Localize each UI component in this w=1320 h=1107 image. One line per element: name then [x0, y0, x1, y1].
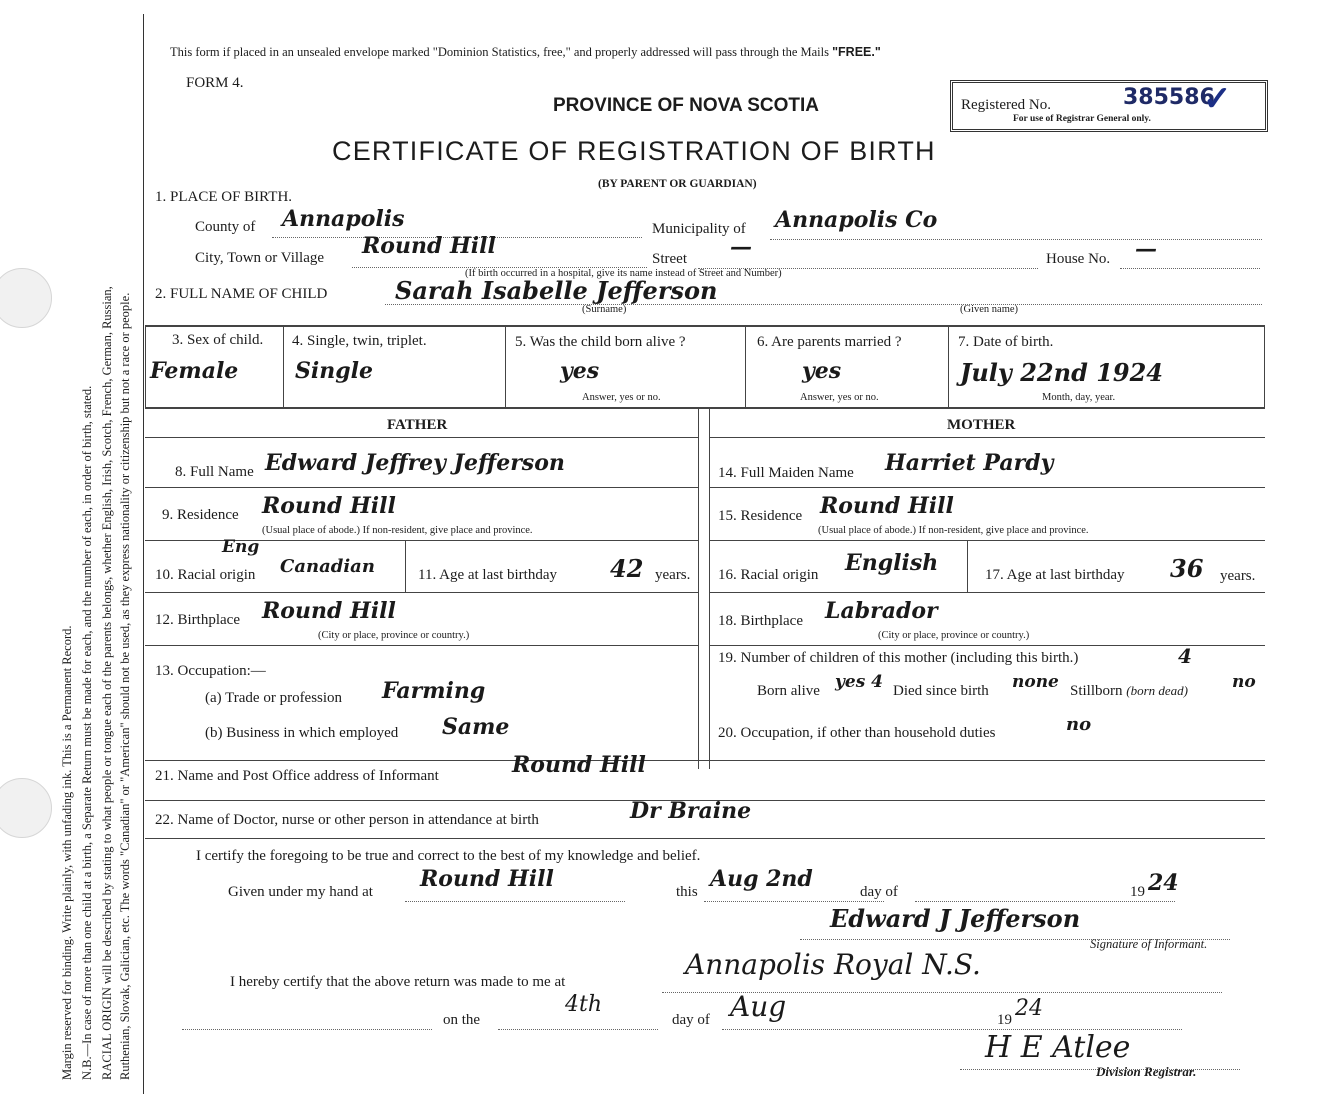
registrar-day-of-label: day of	[672, 1012, 710, 1028]
registrar-year-prefix: 19	[997, 1012, 1012, 1028]
father-heading: FATHER	[387, 417, 448, 433]
margin-note-3: RACIAL ORIGIN will be described by stating to what people or tongue each of the parents belongs, whether English, Irish, Scotch, French, German, Russian,	[100, 286, 114, 1080]
form-number: FORM 4.	[186, 75, 244, 91]
father-trade-value: Farming	[382, 678, 486, 704]
house-label: House No.	[1046, 251, 1111, 267]
informant-value: Round Hill	[512, 752, 646, 778]
margin-note-1: Margin reserved for binding. Write plainly, with unfading ink. This is a Permanent Record.	[60, 625, 74, 1080]
registrar-statement: I hereby certify that the above return was made to me at	[230, 974, 566, 990]
registrar-label: Division Registrar.	[1096, 1064, 1197, 1079]
child-name-label: 2. FULL NAME OF CHILD	[155, 286, 328, 302]
mother-heading: MOTHER	[947, 417, 1016, 433]
informant-signature: Edward J Jefferson	[830, 904, 1081, 933]
mother-birthplace-note: (City or place, province or country.)	[878, 630, 1030, 641]
county-label: County of	[195, 219, 256, 235]
mother-abode-note: (Usual place of abode.) If non-resident, give place and province.	[818, 525, 1089, 536]
city-label: City, Town or Village	[195, 250, 325, 266]
date-note: Month, day, year.	[1042, 392, 1116, 403]
city-value: Round Hill	[362, 233, 496, 259]
married-label: 6. Are parents married ?	[757, 334, 902, 350]
stillborn-note: (born dead)	[1126, 683, 1189, 698]
alive-label: 5. Was the child born alive ?	[515, 334, 686, 350]
municipality-value: Annapolis Co	[775, 207, 938, 233]
hospital-note: (If birth occurred in a hospital, give its name instead of Street and Number)	[465, 268, 782, 279]
father-residence-label: 9. Residence	[162, 507, 239, 523]
mother-occupation-value: no	[1066, 714, 1092, 735]
mother-age-label: 17. Age at last birthday	[985, 567, 1125, 583]
father-business-value: Same	[442, 714, 510, 740]
signature-label: Signature of Informant.	[1090, 937, 1208, 951]
registrar-month: Aug	[730, 990, 787, 1023]
sex-label: 3. Sex of child.	[172, 332, 264, 348]
check-mark-icon: ✓	[1203, 81, 1232, 118]
alive-value: yes	[560, 358, 600, 384]
doctor-value: Dr Braine	[630, 798, 752, 824]
single-value: Single	[295, 358, 373, 384]
father-name-value: Edward Jeffrey Jefferson	[265, 450, 565, 476]
mail-free: "FREE."	[832, 45, 881, 59]
child-name-value: Sarah Isabelle Jefferson	[395, 276, 718, 305]
certificate-title: CERTIFICATE OF REGISTRATION OF BIRTH	[332, 136, 936, 166]
died-since-birth-value: none	[1012, 672, 1059, 692]
given-place: Round Hill	[420, 866, 554, 892]
father-birthplace-note: (City or place, province or country.)	[318, 630, 470, 641]
children-count-value: 4	[1178, 644, 1192, 668]
alive-answer-note: Answer, yes or no.	[582, 392, 661, 403]
single-label: 4. Single, twin, triplet.	[292, 333, 427, 349]
house-value: —	[1135, 236, 1157, 262]
father-age-value: 42	[610, 554, 644, 583]
binding-hole-bottom	[0, 778, 52, 838]
county-value: Annapolis	[282, 206, 405, 232]
certify-statement: I certify the foregoing to be true and correct to the best of my knowledge and belief.	[196, 848, 701, 864]
year-value: 24	[1148, 870, 1179, 896]
registered-label: Registered No.	[961, 97, 1051, 113]
registrar-place: Annapolis Royal N.S.	[685, 948, 981, 981]
mother-residence-value: Round Hill	[820, 493, 954, 519]
mail-note	[170, 45, 881, 60]
mother-residence-label: 15. Residence	[718, 508, 803, 524]
father-trade-label: (a) Trade or profession	[205, 690, 343, 706]
father-abode-note: (Usual place of abode.) If non-resident, give place and province.	[262, 525, 533, 536]
day-of-label: day of	[860, 884, 898, 900]
father-racial-correction: Eng	[222, 537, 260, 557]
informant-label: 21. Name and Post Office address of Informant	[155, 768, 439, 784]
mother-age-value: 36	[1170, 554, 1204, 583]
father-birthplace-label: 12. Birthplace	[155, 612, 240, 628]
this-label: this	[676, 884, 698, 900]
margin-note-2: N.B.—In case of more than one child at a birth, a Separate Return must be made for each, and the number of each, in order of birth, stated.	[80, 385, 94, 1080]
married-answer-note: Answer, yes or no.	[800, 392, 879, 403]
place-heading: 1. PLACE OF BIRTH.	[155, 189, 293, 205]
registered-note: For use of Registrar General only.	[1013, 114, 1151, 124]
mother-birthplace-value: Labrador	[825, 598, 938, 624]
father-occupation-label: 13. Occupation:—	[155, 663, 266, 679]
given-name-note: (Given name)	[960, 304, 1019, 315]
municipality-label: Municipality of	[652, 221, 746, 237]
province-title: PROVINCE OF NOVA SCOTIA	[553, 95, 820, 116]
father-business-label: (b) Business in which employed	[205, 725, 399, 741]
certificate-subtitle: (BY PARENT OR GUARDIAN)	[598, 178, 757, 190]
stillborn-value: no	[1232, 672, 1256, 692]
margin-note-4: Ruthenian, Slovak, Galician, etc. The words "Canadian" or "American" should not be used, as they express nationality or citizenship but not a race or people.	[118, 292, 132, 1080]
died-since-birth-label: Died since birth	[893, 683, 989, 699]
registered-number: 385586	[1123, 85, 1215, 110]
father-racial-value: Canadian	[280, 556, 375, 577]
binding-margin-line	[143, 14, 144, 1094]
binding-hole-top	[0, 268, 52, 328]
registrar-year: 24	[1015, 996, 1043, 1021]
stillborn-label-text: Stillborn	[1070, 683, 1123, 699]
children-count-label: 19. Number of children of this mother (including this birth.)	[718, 650, 1079, 666]
stillborn-label	[1070, 683, 1188, 700]
date-label: 7. Date of birth.	[958, 334, 1054, 350]
given-day: Aug 2nd	[710, 866, 813, 892]
street-value: —	[730, 234, 752, 260]
mother-name-label: 14. Full Maiden Name	[718, 465, 854, 481]
registered-box	[950, 80, 1268, 132]
surname-note: (Surname)	[582, 304, 627, 315]
mother-birthplace-label: 18. Birthplace	[718, 613, 803, 629]
father-residence-value: Round Hill	[262, 493, 396, 519]
doctor-label: 22. Name of Doctor, nurse or other person in attendance at birth	[155, 812, 539, 828]
mother-age-unit: years.	[1220, 568, 1256, 584]
registrar-day: 4th	[565, 992, 603, 1017]
married-value: yes	[802, 358, 842, 384]
street-label: Street	[652, 251, 687, 267]
father-age-unit: years.	[655, 567, 691, 583]
born-alive-label: Born alive	[757, 683, 820, 699]
mail-note-text: This form if placed in an unsealed envelope marked "Dominion Statistics, free," and properly addressed will pass through the Mails	[170, 45, 829, 59]
mother-racial-value: English	[845, 550, 939, 576]
father-birthplace-value: Round Hill	[262, 598, 396, 624]
father-name-label: 8. Full Name	[175, 464, 254, 480]
registrar-signature: H E Atlee	[985, 1030, 1131, 1065]
mother-racial-label: 16. Racial origin	[718, 567, 819, 583]
sex-value: Female	[150, 358, 239, 384]
born-alive-value: yes 4	[835, 672, 884, 692]
date-value: July 22nd 1924	[960, 358, 1164, 387]
given-label: Given under my hand at	[228, 884, 373, 900]
on-the-label: on the	[443, 1012, 481, 1028]
mother-name-value: Harriet Pardy	[885, 450, 1054, 476]
mother-occupation-label: 20. Occupation, if other than household duties	[718, 725, 996, 741]
father-age-label: 11. Age at last birthday	[418, 567, 557, 583]
father-racial-label: 10. Racial origin	[155, 567, 256, 583]
year-prefix: 19	[1130, 884, 1145, 900]
